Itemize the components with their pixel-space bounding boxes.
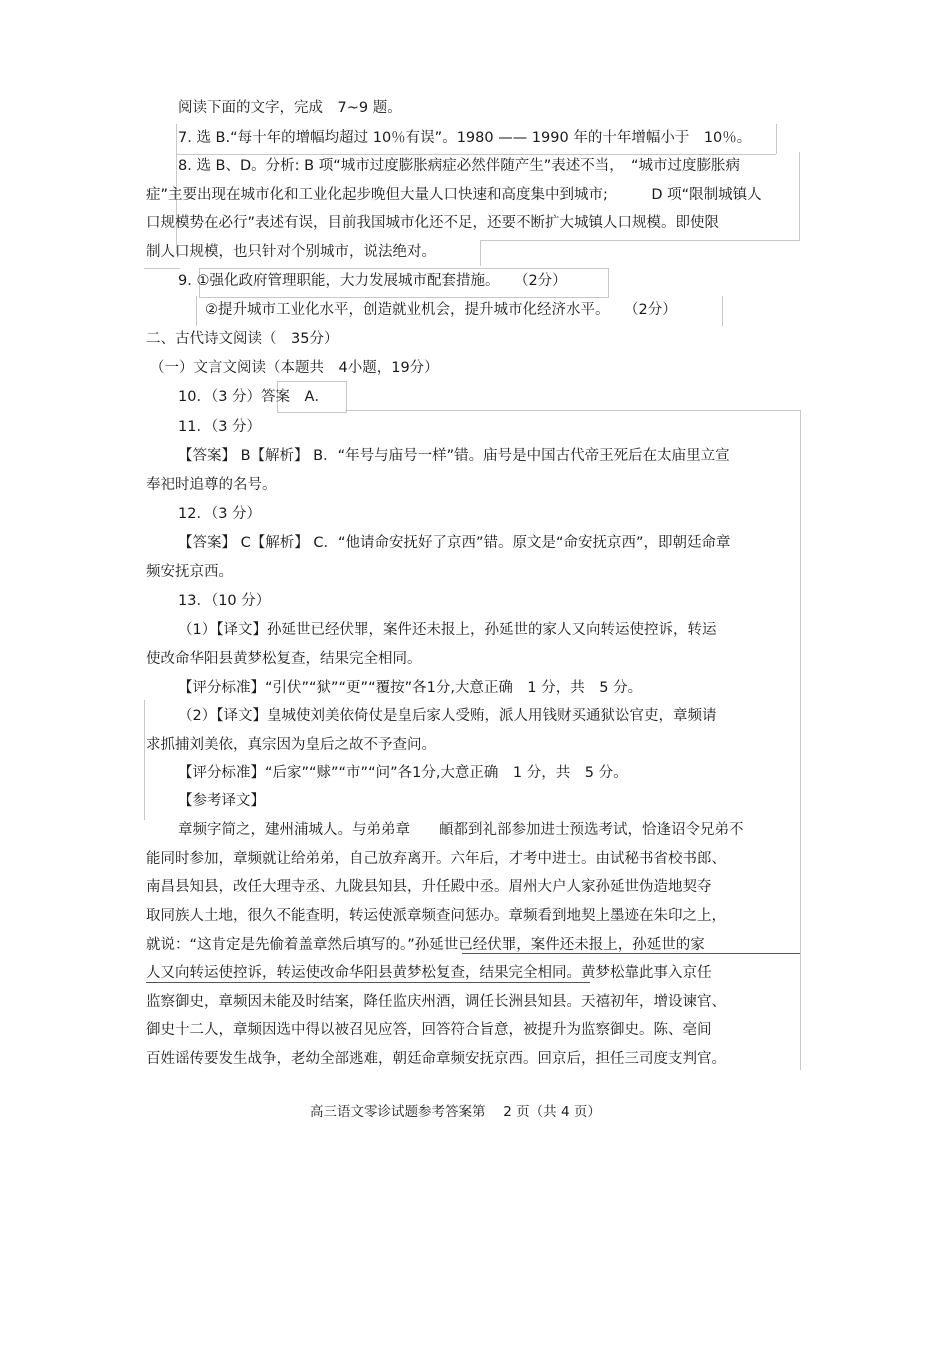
answer-8-line3: 口规模势在必行”表述有误，目前我国城市化还不足，还要不断扩大城镇人口规模。即使限 bbox=[146, 215, 720, 231]
reference-translation-line: 南昌县知县，改任大理寺丞、九陇县知县，升任殿中丞。眉州大户人家孙延世伪造地契夺 bbox=[146, 879, 712, 895]
answer-12-line2: 频安抚京西。 bbox=[146, 564, 233, 580]
reading-instruction: 阅读下面的文字，完成 7~9 题。 bbox=[178, 100, 402, 116]
frame-line bbox=[799, 152, 800, 240]
underline bbox=[146, 982, 590, 983]
reference-translation-line: 监察御史，章频因未能及时结案，降任监庆州酒，调任长洲县知县。天禧初年，增设谏官、 bbox=[146, 994, 726, 1010]
answer-8-line2: 症”主要出现在城市化和工业化起步晚但大量人口快速和高度集中到城市; D 项“限制城镇人 bbox=[146, 187, 762, 203]
section-heading-classical: 二、古代诗文阅读（ 35分） bbox=[146, 331, 339, 347]
answer-11: 【答案】 B【解析】 B．“年号与庙号一样”错。庙号是中国古代帝王死后在太庙里立宣 bbox=[178, 448, 730, 464]
question-13-heading: 13．（10 分） bbox=[178, 593, 271, 609]
answer-8: 8. 选 B、D。分析: B 项“城市过度膨胀病症必然伴随产生”表述不当， “城市过度膨胀病 bbox=[178, 158, 740, 174]
translation-1-line2: 使改命华阳县黄梦松复查，结果完全相同。 bbox=[146, 651, 422, 667]
reference-translation-para: 章频字简之，建州浦城人。与弟弟章 頔都到礼部参加进士预选考试，恰逢诏令兄弟不 bbox=[178, 822, 744, 838]
answer-10: 10．（3 分）答案 A． bbox=[178, 389, 329, 405]
frame-line bbox=[722, 296, 723, 326]
reference-translation-line: 能同时参加，章频就让给弟弟，自己放弃离开。六年后，才考中进士。由试秘书省校书郎、 bbox=[146, 851, 726, 867]
answer-12: 【答案】 C【解析】 C．“他请命安抚好了京西”错。原文是“命安抚京西”，即朝廷命章 bbox=[178, 535, 731, 551]
reference-translation-line: 御史十二人，章频因选中得以被召见应答，回答符合旨意，被提升为监察御史。陈、亳间 bbox=[146, 1022, 712, 1038]
reference-translation-line: 人又向转运使控诉，转运使改命华阳县黄梦松复查，结果完全相同。黄梦松靠此事入京任 bbox=[146, 965, 712, 981]
frame-line bbox=[800, 410, 801, 1070]
translation-2-line2: 求抓捕刘美依，真宗因为皇后之故不予查问。 bbox=[146, 737, 436, 753]
question-11-heading: 11．（3 分） bbox=[178, 419, 262, 435]
subsection-heading-prose: （一）文言文阅读（本题共 4小题，19分） bbox=[150, 360, 439, 376]
answer-8-line4: 制人口规模，也只针对个别城市，说法绝对。 bbox=[146, 244, 436, 260]
scoring-criteria-2: 【评分标准】“后家”“赇”“市”“问”各1分,大意正确 1 分，共 5 分。 bbox=[178, 765, 628, 781]
frame-line bbox=[480, 240, 481, 266]
scoring-criteria-1: 【评分标准】“引伏”“狱”“更”“覆按”各1分,大意正确 1 分，共 5 分。 bbox=[178, 680, 643, 696]
answer-11-line2: 奉祀时追尊的名号。 bbox=[146, 477, 277, 493]
frame-line bbox=[345, 410, 800, 411]
frame-line bbox=[144, 268, 180, 269]
question-12-heading: 12．（3 分） bbox=[178, 506, 262, 522]
answer-7: 7. 选 B.“每十年的增幅均超过 10％有误”。1980 —— 1990 年的十年增幅小于 10％。 bbox=[178, 130, 752, 146]
frame-line bbox=[176, 154, 776, 155]
page-footer: 高三语文零诊试题参考答案第 2 页（共 4 页） bbox=[310, 1104, 601, 1120]
reference-translation-line: 就说：“这肯定是先偷着盖章然后填写的。”孙延世已经伏罪，案件还未报上，孙延世的家 bbox=[146, 937, 705, 953]
reference-translation-line: 取同族人土地，很久不能查明，转运使派章频查问惩办。章频看到地契上墨迹在朱印之上， bbox=[146, 908, 726, 924]
translation-2: （2）【译文】皇城使刘美依倚仗是皇后家人受贿，派人用钱财买通狱讼官吏，章频请 bbox=[178, 708, 717, 724]
answer-9-item1: 9. ①强化政府管理职能，大力发展城市配套措施。 （2分） bbox=[178, 273, 567, 289]
reference-translation-line: 百姓谣传要发生战争，老幼全部逃难，朝廷命章频安抚京西。回京后，担任三司度支判官。 bbox=[146, 1051, 726, 1067]
frame-line bbox=[196, 296, 197, 326]
underline bbox=[462, 953, 800, 954]
frame-line bbox=[480, 240, 800, 241]
answer-9-item2: ②提升城市工业化水平，创造就业机会，提升城市化经济水平。 （2分） bbox=[205, 302, 677, 318]
translation-1: （1）【译文】孙延世已经伏罪，案件还未报上，孙延世的家人又向转运使控诉，转运 bbox=[178, 622, 717, 638]
reference-translation-heading: 【参考译文】 bbox=[178, 793, 265, 809]
frame-line bbox=[144, 700, 145, 820]
frame-line bbox=[776, 124, 777, 154]
